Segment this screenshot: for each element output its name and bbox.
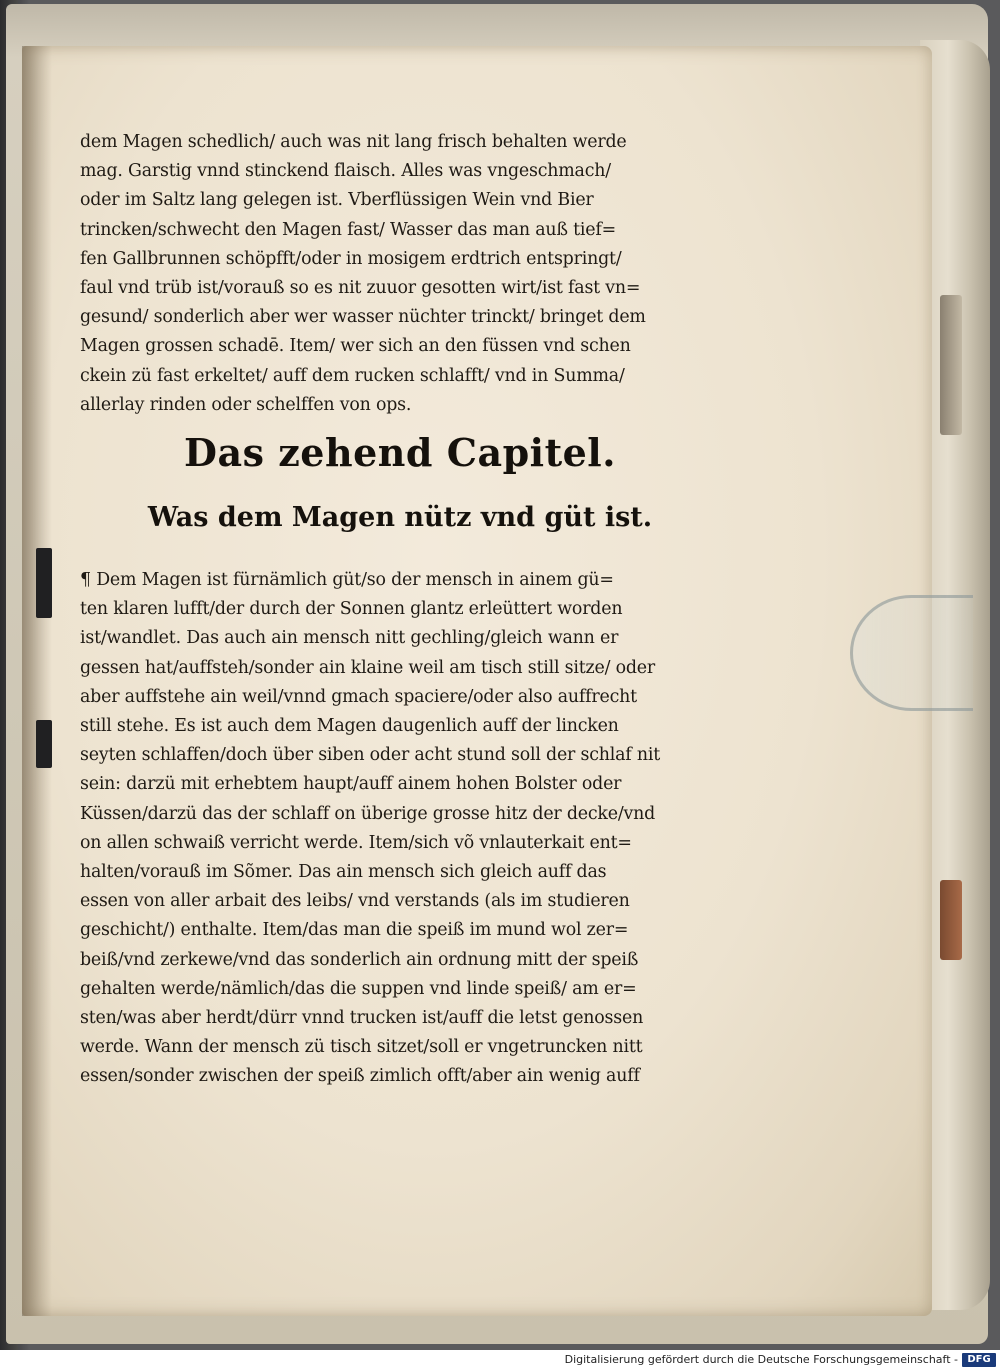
text-line: sten/was aber herdt/dürr vnnd trucken ist/auff die letst genossen bbox=[80, 1008, 644, 1029]
gutter-shadow bbox=[22, 46, 52, 1316]
text-line: Magen grossen schadē. Item/ wer sich an den füssen vnd schen bbox=[80, 336, 631, 357]
footer-bar bbox=[0, 1350, 1000, 1370]
page-edge-tab-lower bbox=[940, 880, 962, 960]
binding-tab-upper bbox=[36, 548, 52, 618]
text-line: gehalten werde/nämlich/das die suppen vnd linde speiß/ am er= bbox=[80, 978, 637, 999]
text-line: on allen schwaiß verricht werde. Item/sich võ vnlauterkait ent= bbox=[80, 832, 632, 853]
text-line: aber auffstehe ain weil/vnnd gmach spaciere/oder also auffrecht bbox=[80, 686, 637, 707]
text-line: werde. Wann der mensch zü tisch sitzet/soll er vngetruncken nitt bbox=[80, 1037, 643, 1058]
text-line: fen Gallbrunnen schöpfft/oder in mosigem erdtrich entspringt/ bbox=[80, 248, 622, 269]
text-line: sein: darzü mit erhebtem haupt/auff ainem hohen Bolster oder bbox=[80, 774, 622, 795]
text-line: oder im Saltz lang gelegen ist. Vberflüssigen Wein vnd Bier bbox=[80, 190, 594, 211]
text-line: ist/wandlet. Das auch ain mensch nitt gechling/gleich wann er bbox=[80, 628, 619, 649]
text-line: geschicht/) enthalte. Item/das man die speiß im mund wol zer= bbox=[80, 920, 629, 941]
text-line: trincken/schwecht den Magen fast/ Wasser das man auß tief= bbox=[80, 219, 616, 240]
text-line: gesund/ sonderlich aber wer wasser nüchter trinckt/ bringet dem bbox=[80, 307, 646, 328]
page-edge-tab-upper bbox=[940, 295, 962, 435]
text-line: Küssen/darzü das der schlaff on überige grosse hitz der decke/vnd bbox=[80, 803, 656, 824]
chapter-title: Das zehend Capitel. bbox=[184, 430, 616, 475]
text-line: essen/sonder zwischen der speiß zimlich offt/aber ain wenig auff bbox=[80, 1066, 640, 1087]
text-line: mag. Garstig vnnd stinckend flaisch. Alles was vngeschmach/ bbox=[80, 161, 611, 182]
page-clip bbox=[850, 595, 973, 711]
text-line: allerlay rinden oder schelffen von ops. bbox=[80, 394, 412, 415]
funding-credit: Digitalisierung gefördert durch die Deutsche Forschungsgemeinschaft - bbox=[564, 1353, 958, 1366]
text-line: still stehe. Es ist auch dem Magen daugenlich auff der lincken bbox=[80, 716, 619, 737]
paragraph-2 bbox=[80, 566, 720, 1092]
text-line: dem Magen schedlich/ auch was nit lang frisch behalten werde bbox=[80, 132, 627, 152]
binding-tab-lower bbox=[36, 720, 52, 768]
text-line: beiß/vnd zerkewe/vnd das sonderlich ain ordnung mitt der speiß bbox=[80, 949, 639, 970]
paragraph-1 bbox=[80, 128, 720, 420]
text-line: gessen hat/auffsteh/sonder ain klaine weil am tisch still sitze/ oder bbox=[80, 657, 655, 678]
text-line: halten/vorauß im Sõmer. Das ain mensch sich gleich auff das bbox=[80, 862, 607, 883]
text-line: ckein zü fast erkeltet/ auff dem rucken schlafft/ vnd in Summa/ bbox=[80, 365, 625, 386]
chapter-subtitle: Was dem Magen nütz vnd güt ist. bbox=[147, 502, 653, 533]
text-line: ¶ Dem Magen ist fürnämlich güt/so der mensch in ainem gü= bbox=[80, 570, 614, 590]
text-line: ten klaren lufft/der durch der Sonnen glantz erleüttert worden bbox=[80, 599, 623, 620]
text-line: essen von aller arbait des leibs/ vnd verstands (als im studieren bbox=[80, 891, 630, 912]
text-line: faul vnd trüb ist/vorauß so es nit zuuor gesotten wirt/ist fast vn= bbox=[80, 278, 641, 299]
text-line: seyten schlaffen/doch über siben oder acht stund soll der schlaf nit bbox=[80, 745, 661, 766]
dfg-logo: DFG bbox=[962, 1353, 996, 1367]
